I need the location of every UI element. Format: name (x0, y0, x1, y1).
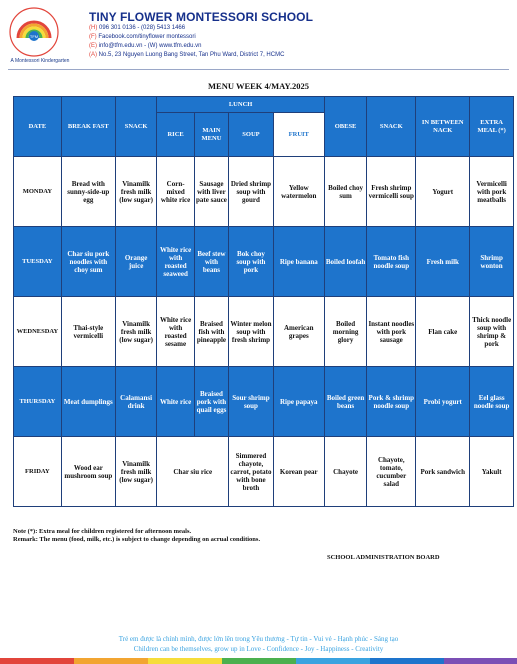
header-lunch: LUNCH (157, 97, 324, 113)
breakfast-cell: Bread with sunny-side-up egg (61, 157, 115, 227)
header-main-menu: MAIN MENU (194, 113, 228, 157)
extra-cell: Eel glass noodle soup (470, 367, 514, 437)
table-row-tuesday (14, 227, 514, 297)
snack2-cell: Pork & shrimp noodle soup (367, 367, 416, 437)
extra-cell: Yakult (470, 437, 514, 507)
main-cell: Sausage with liver pate sauce (194, 157, 228, 227)
snack-cell: Orange juice (115, 227, 157, 297)
in-between-cell: Probi yogurt (416, 367, 470, 437)
obese-cell: Boiled green beans (324, 367, 367, 437)
lunch-merged-cell: Char siu rice (157, 437, 229, 507)
header-rice: RICE (157, 113, 194, 157)
snack-cell: Vinamilk fresh milk (low sugar) (115, 437, 157, 507)
slogan-vi: Trẻ em được là chính mình, được lớn lên trong Yêu thương - Tự tin - Vui vẻ - Hạnh phúc - Sáng tạo (118, 635, 399, 643)
soup-cell: Simmered chayote, carrot, potato with bone broth (229, 437, 274, 507)
notes-block (13, 528, 508, 544)
snack2-cell: Fresh shrimp vermicelli soup (367, 157, 416, 227)
slogan (0, 634, 517, 654)
contact-facebook: (F) Facebook.com/tinyflower montessori (89, 34, 196, 40)
note-text: Note (*): Extra meal for children registered for afternoon meals. (13, 528, 192, 535)
header-date: DATE (14, 97, 62, 157)
header-snack: SNACK (115, 97, 157, 157)
header-soup: SOUP (229, 113, 274, 157)
header-fruit: FRUIT (273, 113, 324, 157)
rice-cell: Corn-mixed white rice (157, 157, 194, 227)
breakfast-cell: Thai-style vermicelli (61, 297, 115, 367)
day-cell: FRIDAY (14, 437, 62, 507)
obese-cell: Boiled morning glory (324, 297, 367, 367)
obese-cell: Boiled choy sum (324, 157, 367, 227)
fruit-cell: Ripe papaya (273, 367, 324, 437)
header-obese: OBESE (324, 97, 367, 157)
contact-address: (A) No.5, 23 Nguyen Luong Bang Street, Tan Phu Ward, District 7, HCMC (89, 52, 285, 58)
snack-cell: Vinamilk fresh milk (low sugar) (115, 157, 157, 227)
snack2-cell: Chayote, tomato, cucumber salad (367, 437, 416, 507)
rice-cell: White rice with roasted sesame (157, 297, 194, 367)
contact-email-web: (E) info@tfm.edu.vn - (W) www.tfm.edu.vn (89, 43, 202, 49)
main-cell: Braised pork with quail eggs (194, 367, 228, 437)
breakfast-cell: Char siu pork noodles with choy sum (61, 227, 115, 297)
extra-cell: Vermicelli with pork meatballs (470, 157, 514, 227)
remark-text: Remark: The menu (food, milk, etc.) is subject to change depending on acrual conditions. (13, 536, 261, 543)
snack2-cell: Instant noodles with pork sausage (367, 297, 416, 367)
fruit-cell: Korean pear (273, 437, 324, 507)
rice-cell: White rice with roasted seaweed (157, 227, 194, 297)
day-cell: TUESDAY (14, 227, 62, 297)
day-cell: MONDAY (14, 157, 62, 227)
in-between-cell: Flan cake (416, 297, 470, 367)
soup-cell: Sour shrimp soup (229, 367, 274, 437)
header-snack2: SNACK (367, 97, 416, 157)
menu-title: MENU WEEK 4/MAY.2025 (208, 81, 309, 91)
snack-cell: Vinamilk fresh milk (low sugar) (115, 297, 157, 367)
extra-cell: Thick noodle soup with shrimp & pork (470, 297, 514, 367)
snack-cell: Calamansi drink (115, 367, 157, 437)
header-extra: EXTRA MEAL (*) (470, 97, 514, 157)
rainbow-footer-bar (0, 658, 517, 664)
fruit-cell: American grapes (273, 297, 324, 367)
school-name: TINY FLOWER MONTESSORI SCHOOL (89, 10, 314, 24)
slogan-en: Children can be themselves, grow up in Love - Confidence - Joy - Happiness - Creativity (133, 645, 384, 653)
school-logo (8, 6, 60, 58)
in-between-cell: Pork sandwich (416, 437, 470, 507)
snack2-cell: Tomato fish noodle soup (367, 227, 416, 297)
table-row-thursday (14, 367, 514, 437)
extra-cell: Shrimp wonton (470, 227, 514, 297)
header-breakfast: BREAK FAST (61, 97, 115, 157)
rice-cell: White rice (157, 367, 194, 437)
breakfast-cell: Wood ear mushroom soup (61, 437, 115, 507)
day-cell: THURSDAY (14, 367, 62, 437)
soup-cell: Winter melon soup with fresh shrimp (229, 297, 274, 367)
breakfast-cell: Meat dumplings (61, 367, 115, 437)
main-cell: Beef stew with beans (194, 227, 228, 297)
in-between-cell: Yogurt (416, 157, 470, 227)
contact-block (89, 24, 284, 60)
logo-caption: A Montessori Kindergarten (10, 58, 70, 64)
main-cell: Braised fish with pineapple (194, 297, 228, 367)
contact-phone: (H) 096 301 0136 - (028) 5413 1466 (89, 25, 186, 31)
signature: SCHOOL ADMINISTRATION BOARD (327, 554, 440, 561)
in-between-cell: Fresh milk (416, 227, 470, 297)
table-row-monday (14, 157, 514, 227)
soup-cell: Dried shrimp soup with gourd (229, 157, 274, 227)
fruit-cell: Ripe banana (273, 227, 324, 297)
obese-cell: Boiled loofah (324, 227, 367, 297)
table-row-friday (14, 437, 514, 507)
day-cell: WEDNESDAY (14, 297, 62, 367)
header-in-between: IN BETWEEN NACK (416, 97, 470, 157)
table-row-wednesday (14, 297, 514, 367)
obese-cell: Chayote (324, 437, 367, 507)
soup-cell: Bok choy soup with pork (229, 227, 274, 297)
svg-text:TFM: TFM (29, 34, 39, 39)
menu-table (13, 96, 514, 507)
fruit-cell: Yellow watermelon (273, 157, 324, 227)
header-divider (8, 69, 509, 70)
